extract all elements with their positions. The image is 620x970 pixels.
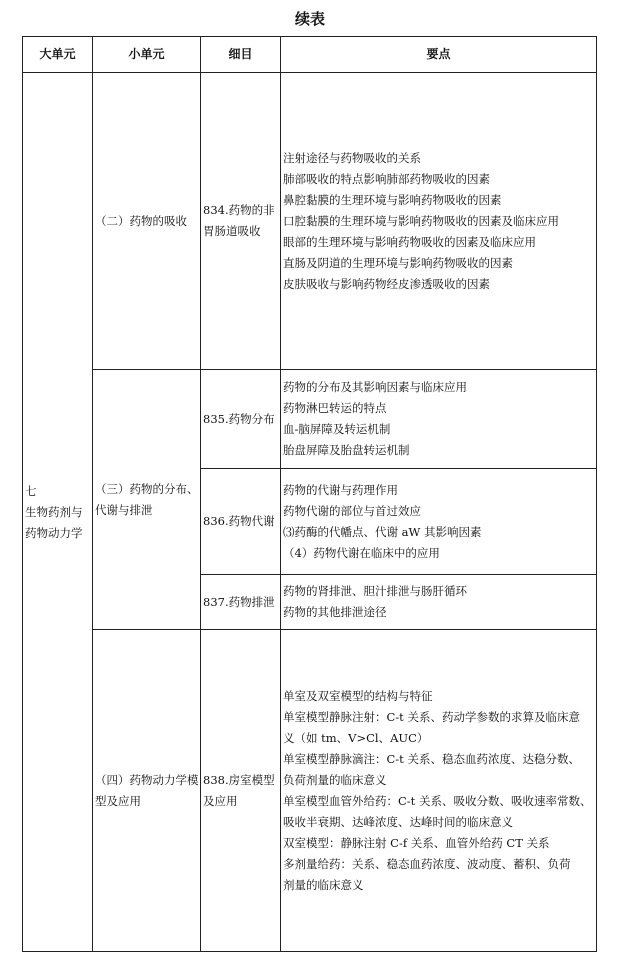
- point-line: 单室模型静脉注射：C-t 关系、药动学参数的求算及临床意: [283, 709, 580, 724]
- point-line: 直肠及阴道的生理环境与影响药物吸收的因素: [283, 255, 513, 270]
- points-cell: [281, 630, 597, 952]
- point-line: 注射途径与药物吸收的关系: [283, 150, 421, 165]
- point-line: 双室模型：静脉注射 C-f 关系、血管外给药 CT 关系: [283, 835, 550, 850]
- points-cell: [281, 469, 597, 575]
- point-line: 鼻腔黏膜的生理环境与影响药物吸收的因素: [283, 192, 502, 207]
- detail-cell: 837.药物排泄: [201, 575, 281, 630]
- big-unit-name: 生物药剂与药物动力学: [25, 504, 83, 540]
- detail-cell: 836.药物代谢: [201, 469, 281, 575]
- small-unit-cell: （三）药物的分布、代谢与排泄: [93, 370, 201, 630]
- point-line: 吸收半衰期、达峰浓度、达峰时间的临床意义: [283, 814, 513, 829]
- header-points: 要点: [281, 37, 597, 73]
- header-small-unit: 小单元: [93, 37, 201, 73]
- point-line: 药物的分布及其影响因素与临床应用: [283, 380, 467, 394]
- table-row: [23, 370, 597, 469]
- point-line: 肺部吸收的特点影响肺部药物吸收的因素: [283, 171, 490, 186]
- point-line: 胎盘屏障及胎盘转运机制: [283, 443, 410, 457]
- point-line: 眼部的生理环境与影响药物吸收的因素及临床应用: [283, 234, 536, 249]
- point-line: 义（如 tm、V>Cl、AUC）: [283, 730, 429, 745]
- header-big-unit: 大单元: [23, 37, 93, 73]
- page-title: 续表: [294, 10, 325, 28]
- table-row: [23, 73, 597, 370]
- point-line: 皮肤吸收与影响药物经皮渗透吸收的因素: [283, 276, 490, 291]
- point-line: （4）药物代谢在临床中的应用: [283, 545, 440, 560]
- point-line: 剂量的临床意义: [283, 877, 364, 892]
- big-unit-cell: [23, 73, 93, 952]
- points-cell: [281, 370, 597, 469]
- points-cell: [281, 73, 597, 370]
- detail-cell: 834.药物的非胃肠道吸收: [201, 73, 281, 370]
- point-line: 单室模型静脉滴注：C-t 关系、稳态血药浓度、达稳分数、: [283, 751, 580, 766]
- point-line: 多剂量给药：关系、稳态血药浓度、波动度、蓄积、负荷: [283, 856, 571, 871]
- point-line: 药物代谢的部位与首过效应: [283, 503, 421, 518]
- header-detail: 细目: [201, 37, 281, 73]
- point-line: ⑶药酶的代幡点、代谢 aW 其影响因素: [283, 524, 482, 539]
- point-line: 药物的肾排泄、胆汁排泄与肠肝循环: [283, 584, 467, 598]
- point-line: 药物淋巴转运的特点: [283, 401, 387, 415]
- big-unit-number: 七: [25, 483, 37, 498]
- points-cell: [281, 575, 597, 630]
- point-line: 血-脑屏障及转运机制: [283, 422, 391, 436]
- point-line: 药物的代谢与药理作用: [283, 482, 398, 497]
- point-line: 负荷剂量的临床意义: [283, 772, 387, 787]
- point-line: 药物的其他排泄途径: [283, 605, 387, 619]
- syllabus-table: [22, 36, 597, 952]
- header-row: [23, 37, 597, 73]
- point-line: 单室及双室模型的结构与特征: [283, 688, 433, 703]
- detail-cell: 835.药物分布: [201, 370, 281, 469]
- small-unit-cell: （二）药物的吸收: [93, 73, 201, 370]
- detail-cell: 838.房室模型及应用: [201, 630, 281, 952]
- table-row: [23, 630, 597, 952]
- point-line: 单室模型血管外给药：C-t 关系、吸收分数、吸收速率常数、: [283, 793, 592, 808]
- small-unit-cell: （四）药物动力学模型及应用: [93, 630, 201, 952]
- point-line: 口腔黏膜的生理环境与影响药物吸收的因素及临床应用: [283, 213, 559, 228]
